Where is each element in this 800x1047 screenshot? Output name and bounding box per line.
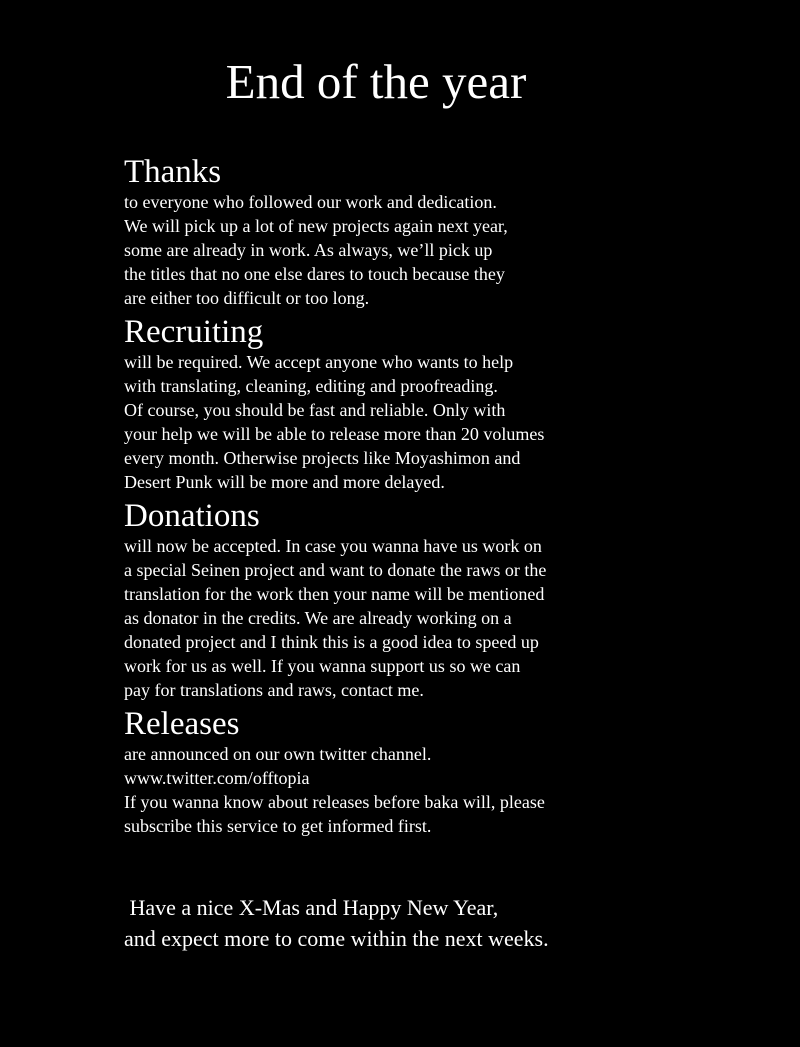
section-thanks [124, 154, 644, 310]
paragraph-line: subscribe this service to get informed first. [124, 816, 432, 836]
paragraph-line: are either too difficult or too long. [124, 288, 370, 308]
paragraph-line: Desert Punk will be more and more delayed. [124, 472, 445, 492]
paragraph-line: Of course, you should be fast and reliable. Only with [124, 400, 506, 420]
closing-line: and expect more to come within the next weeks. [124, 926, 549, 951]
page-title: End of the year [225, 54, 527, 109]
twitter-url: www.twitter.com/offtopia [124, 768, 310, 788]
paragraph-line: We will pick up a lot of new projects again next year, [124, 216, 508, 236]
paragraph-line: to everyone who followed our work and dedication. [124, 192, 497, 212]
paragraph-line: as donator in the credits. We are already working on a [124, 608, 512, 628]
section-heading: Thanks [124, 154, 222, 190]
paragraph-line: the titles that no one else dares to touch because they [124, 264, 505, 284]
paragraph-line: are announced on our own twitter channel. [124, 744, 432, 764]
paragraph-line: will now be accepted. In case you wanna have us work on [124, 536, 542, 556]
section-donations [124, 498, 644, 702]
paragraph-line: some are already in work. As always, we’ll pick up [124, 240, 493, 260]
paragraph-line: every month. Otherwise projects like Moyashimon and [124, 448, 521, 468]
paragraph-line: a special Seinen project and want to donate the raws or the [124, 560, 547, 580]
section-heading: Recruiting [124, 314, 264, 350]
paragraph-line: will be required. We accept anyone who wants to help [124, 352, 514, 372]
content-body [124, 154, 644, 842]
paragraph-line: donated project and I think this is a good idea to speed up [124, 632, 539, 652]
section-releases [124, 706, 644, 838]
section-recruiting [124, 314, 644, 494]
closing-message [124, 892, 684, 954]
section-heading: Donations [124, 498, 260, 534]
paragraph-line: pay for translations and raws, contact me. [124, 680, 424, 700]
paragraph-line: work for us as well. If you wanna support us so we can [124, 656, 521, 676]
paragraph-line: translation for the work then your name will be mentioned [124, 584, 545, 604]
paragraph-line: your help we will be able to release more than 20 volumes [124, 424, 545, 444]
section-heading: Releases [124, 706, 240, 742]
paragraph-line: with translating, cleaning, editing and proofreading. [124, 376, 498, 396]
paragraph-line: If you wanna know about releases before baka will, please [124, 792, 545, 812]
closing-line: Have a nice X-Mas and Happy New Year, [124, 895, 499, 920]
